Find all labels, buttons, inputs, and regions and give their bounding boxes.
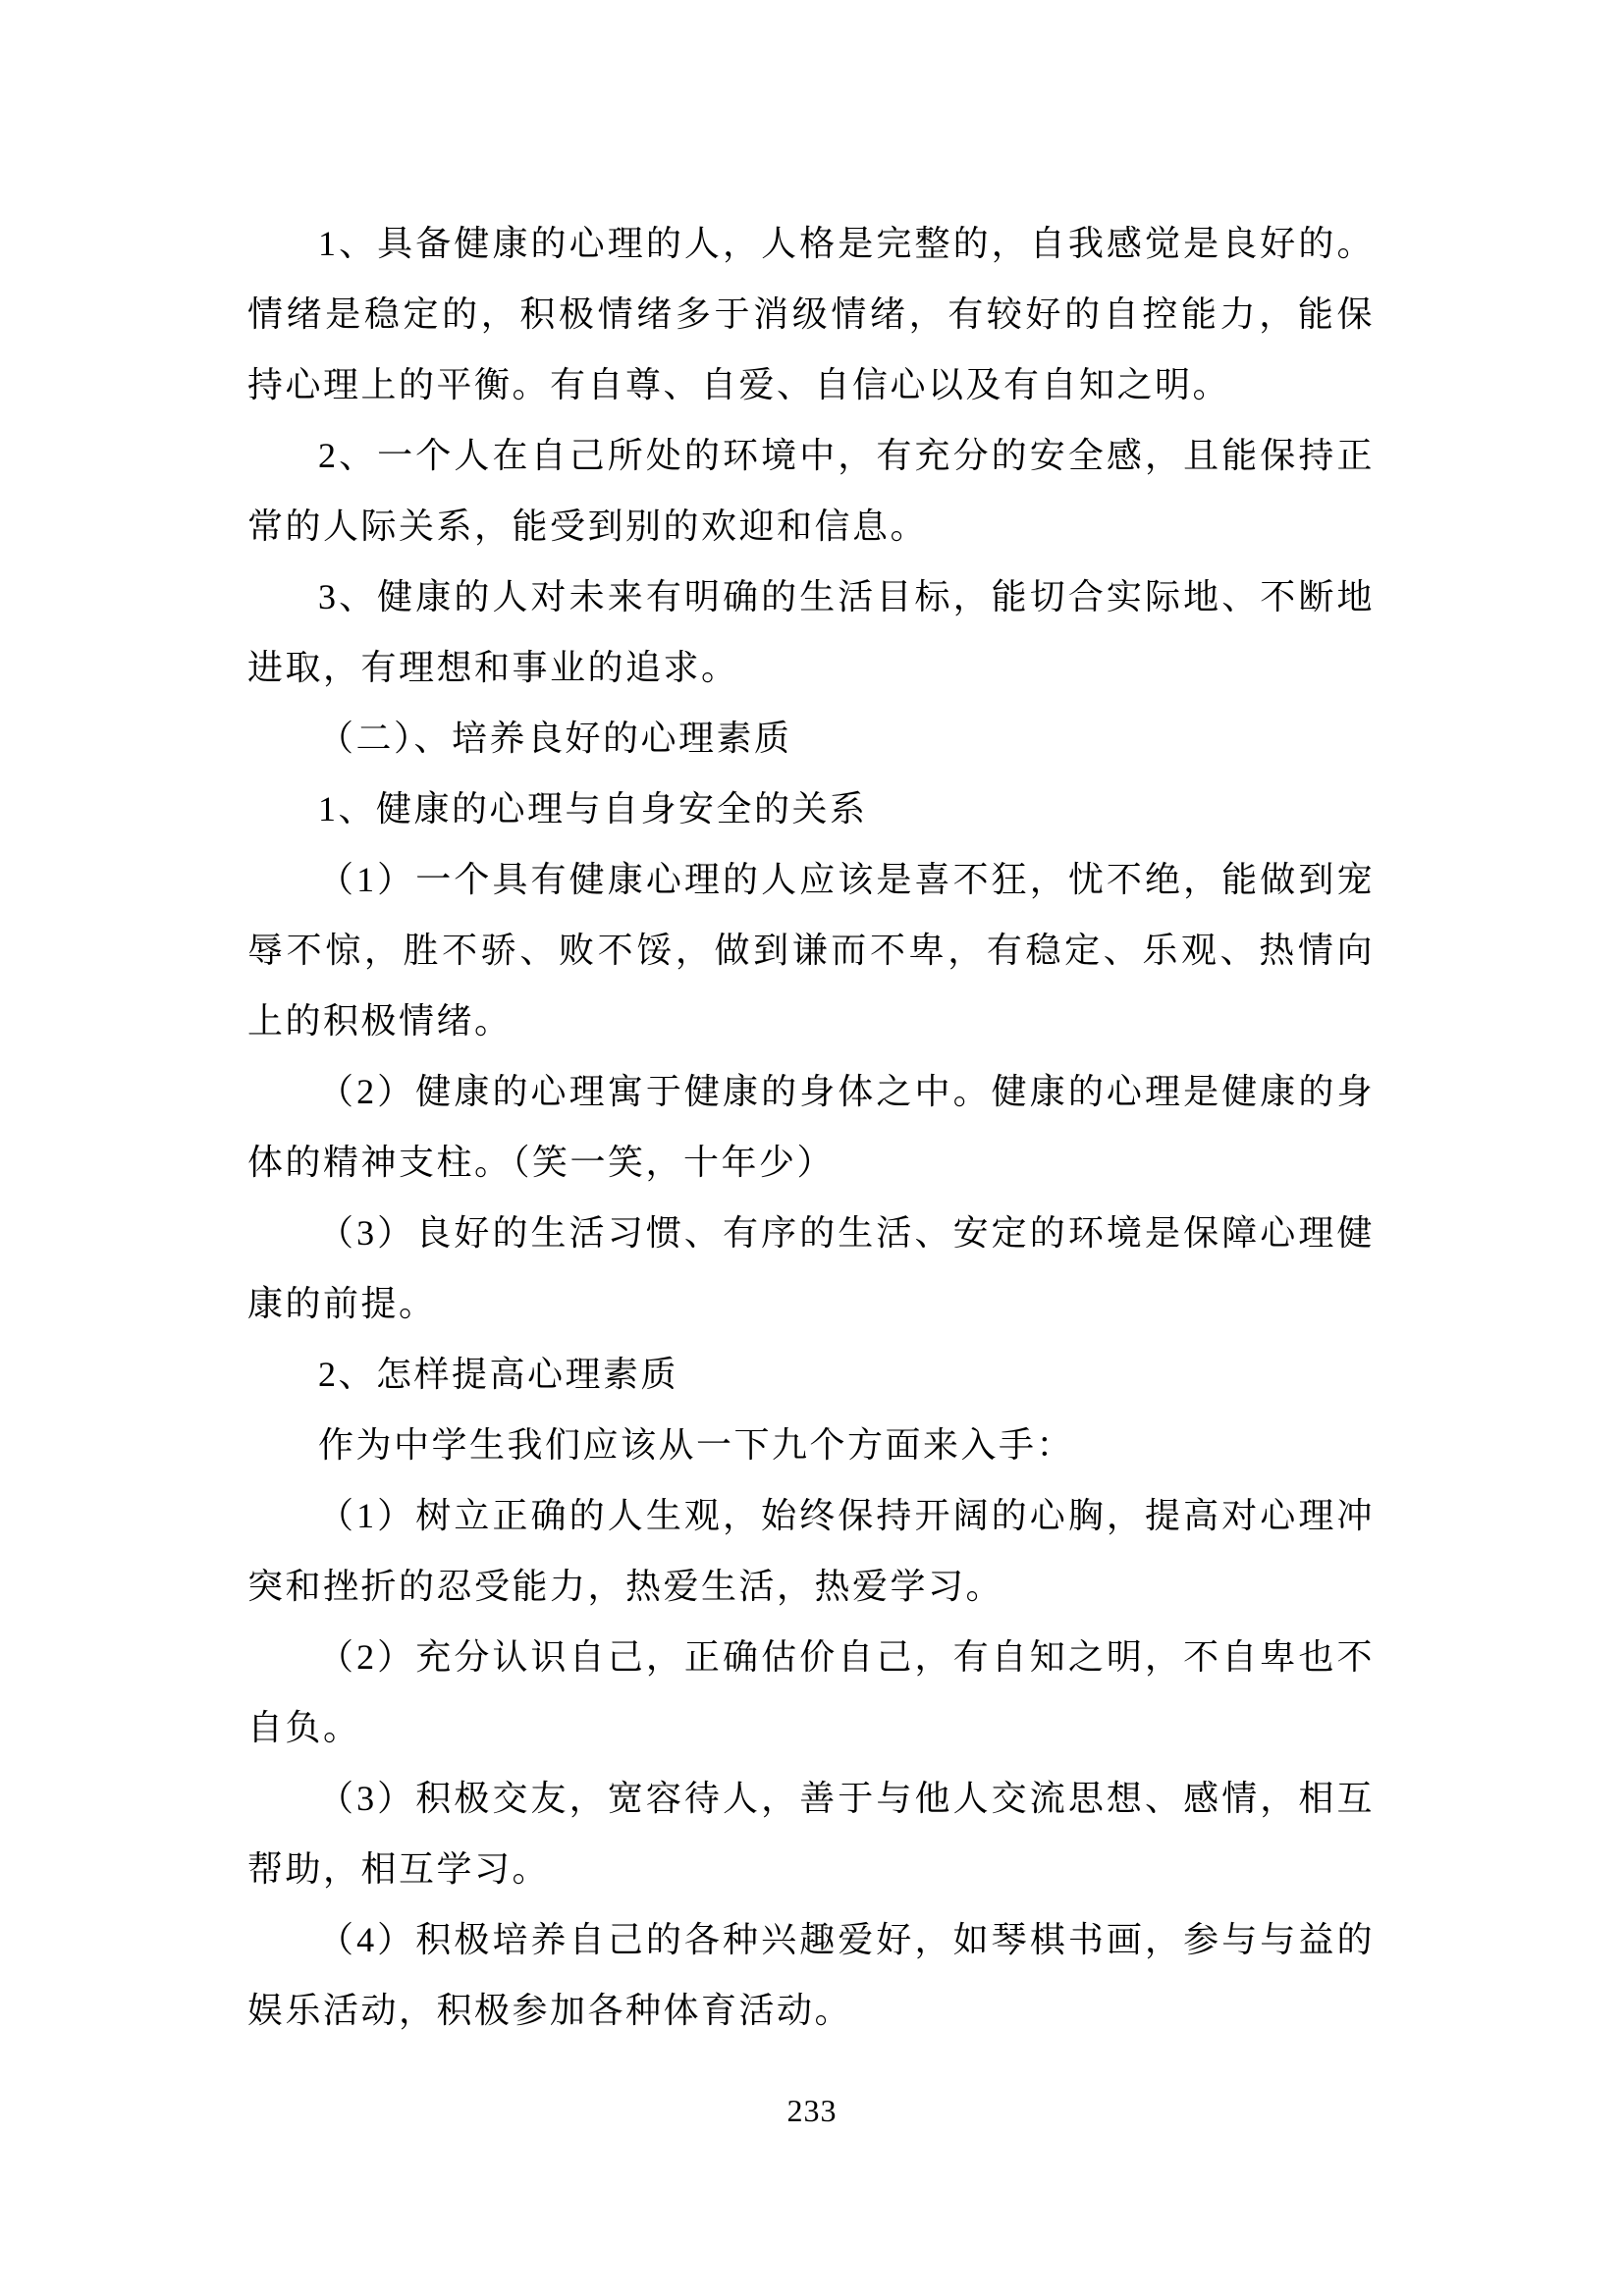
- document-body: [247, 208, 1375, 2046]
- paragraph: （2）健康的心理寓于健康的身体之中。健康的心理是健康的身体的精神支柱。（笑一笑，十年少）: [247, 1072, 1375, 1182]
- paragraph: 3、健康的人对未来有明确的生活目标，能切合实际地、不断地进取，有理想和事业的追求。: [247, 577, 1375, 687]
- sub-heading: 1、健康的心理与自身安全的关系: [318, 789, 868, 828]
- page-number: 233: [786, 2093, 838, 2128]
- paragraph: 1、具备健康的心理的人，人格是完整的，自我感觉是良好的。情绪是稳定的，积极情绪多于消级情绪，有较好的自控能力，能保持心理上的平衡。有自尊、自爱、自信心以及有自知之明。: [247, 224, 1375, 404]
- paragraph: （2）充分认识自己，正确估价自己，有自知之明，不自卑也不自负。: [247, 1637, 1375, 1747]
- paragraph: （4）积极培养自己的各种兴趣爱好，如琴棋书画，参与与益的娱乐活动，积极参加各种体育活动。: [247, 1920, 1375, 2030]
- paragraph: 2、一个人在自己所处的环境中，有充分的安全感，且能保持正常的人际关系，能受到别的欢迎和信息。: [247, 436, 1375, 546]
- paragraph: （1）树立正确的人生观，始终保持开阔的心胸，提高对心理冲突和挫折的忍受能力，热爱生活，热爱学习。: [247, 1496, 1375, 1606]
- paragraph: （3）良好的生活习惯、有序的生活、安定的环境是保障心理健康的前提。: [247, 1213, 1375, 1323]
- section-heading: （二）、培养良好的心理素质: [318, 719, 792, 758]
- paragraph: （3）积极交友，宽容待人，善于与他人交流思想、感情，相互帮助，相互学习。: [247, 1779, 1375, 1889]
- paragraph: 作为中学生我们应该从一下九个方面来入手：: [318, 1425, 1075, 1465]
- sub-heading: 2、怎样提高心理素质: [318, 1355, 679, 1394]
- paragraph: （1）一个具有健康心理的人应该是喜不狂，忧不绝，能做到宠辱不惊，胜不骄、败不馁，做到谦而不卑，有稳定、乐观、热情向上的积极情绪。: [247, 860, 1375, 1041]
